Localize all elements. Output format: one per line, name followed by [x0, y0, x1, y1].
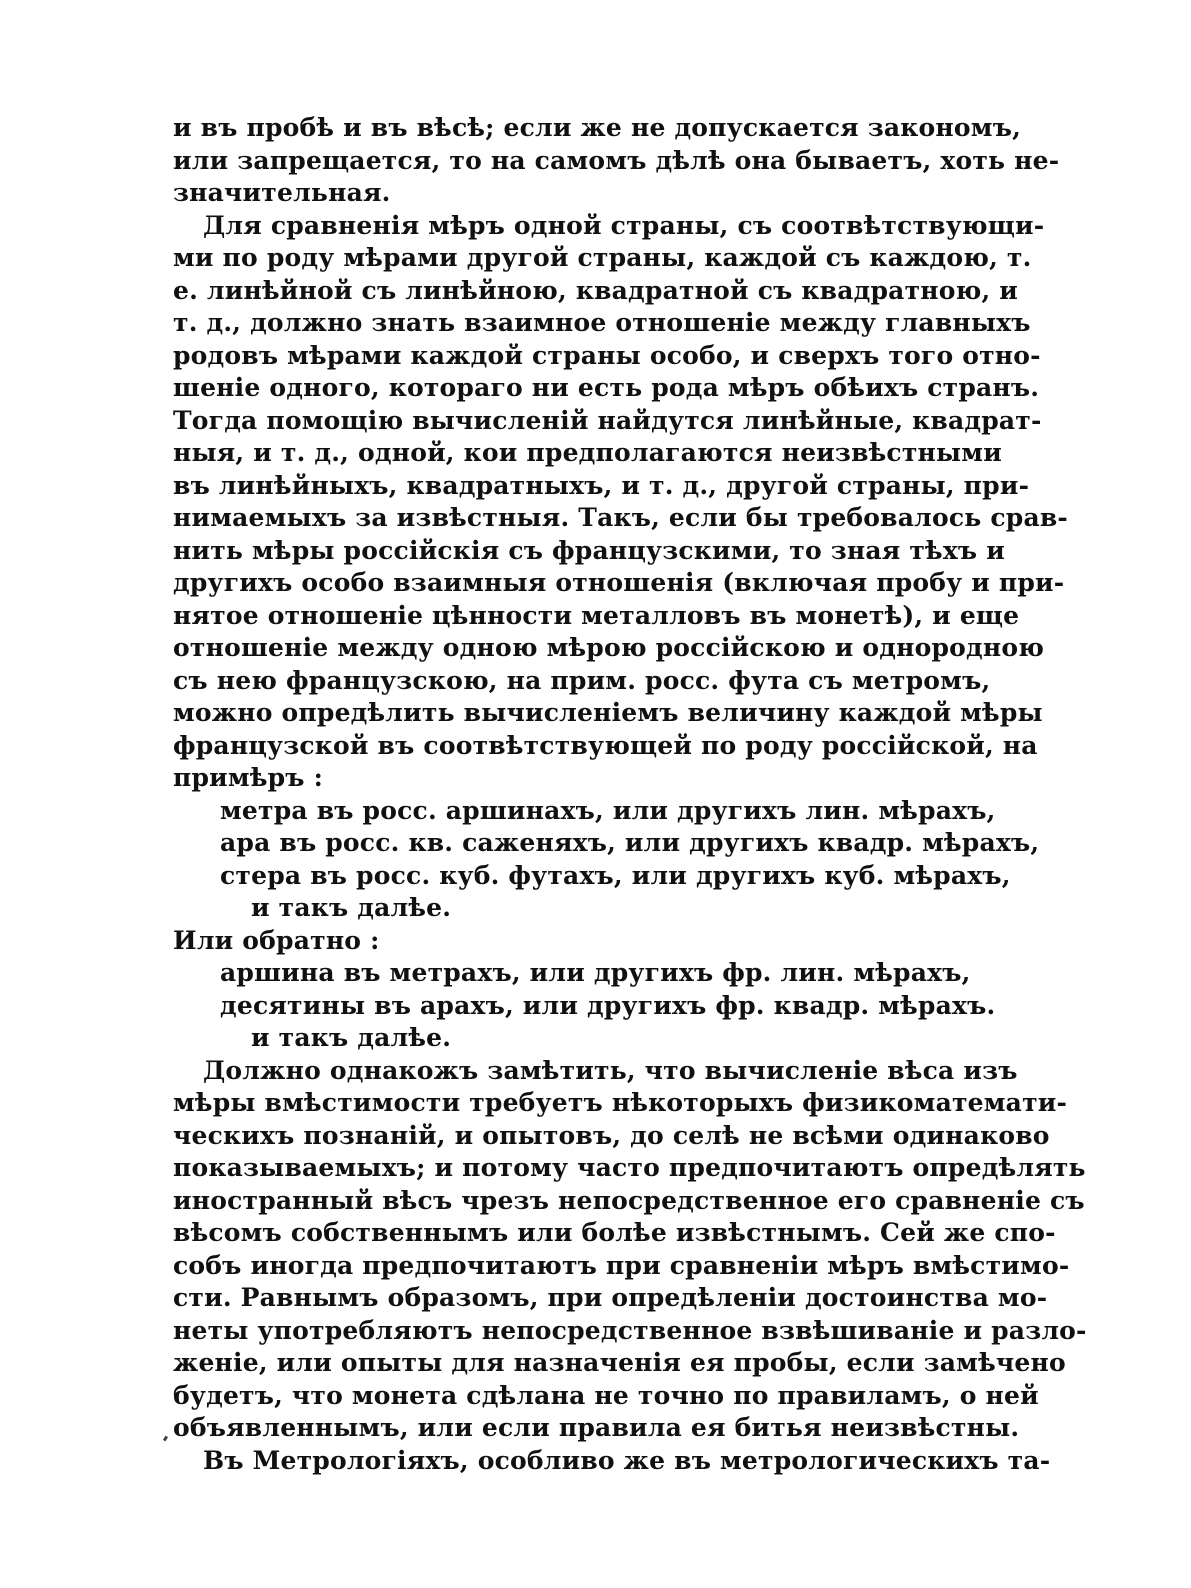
text-line: иностранный вѣсъ чрезъ непосредственное его сравненіе съ: [173, 1185, 1085, 1215]
text-line: т. д., должно знать взаимное отношеніе между главныхъ: [173, 308, 1031, 337]
text-line: родовъ мѣрами каждой страны особо, и сверхъ того отно-: [173, 340, 1041, 370]
list-line: и такъ далѣе.: [251, 893, 452, 922]
text-line: нимаемыхъ за извѣстныя. Такъ, если бы требовалось срав-: [173, 503, 1068, 532]
list-line: аршина въ метрахъ, или другихъ фр. лин. мѣрахъ,: [220, 958, 971, 987]
text-line: можно опредѣлить вычисленіемъ величину каждой мѣры: [173, 698, 1043, 727]
text-line: е. линѣйной съ линѣйною, квадратной съ квадратною, и: [173, 275, 1019, 305]
text-line: въ линѣйныхъ, квадратныхъ, и т. д., другой страны, при-: [173, 470, 1030, 500]
text-line: объявленнымъ, или если правила ея битья неизвѣстны.: [173, 1413, 1020, 1442]
paragraph-start-line: Въ Метрологіяхъ, особливо же въ метрологическихъ та-: [203, 1445, 1051, 1475]
text-line: Или обратно :: [173, 925, 380, 955]
text-line: женіе, или опыты для назначенія ея пробы, если замѣчено: [173, 1348, 1066, 1377]
list-line: метра въ росс. аршинахъ, или другихъ лин. мѣрахъ,: [220, 795, 996, 825]
paragraph-start-line: Для сравненія мѣръ одной страны, съ соотвѣтствующи-: [203, 210, 1045, 240]
list-line: и такъ далѣе.: [251, 1023, 452, 1052]
text-line: мѣры вмѣстимости требуетъ нѣкоторыхъ физикоматемати-: [173, 1088, 1068, 1117]
text-line: ми по роду мѣрами другой страны, каждой съ каждою, т.: [173, 243, 1032, 272]
list-line: стера въ росс. куб. футахъ, или другихъ куб. мѣрахъ,: [220, 860, 1011, 890]
text-line: другихъ особо взаимныя отношенія (включая пробу и при-: [173, 568, 1065, 597]
list-line: десятины въ арахъ, или другихъ фр. квадр. мѣрахъ.: [220, 990, 996, 1020]
text-line: съ нею французскою, на прим. росс. фута съ метромъ,: [173, 665, 991, 695]
text-line: отношеніе между одною мѣрою россійскою и однородною: [173, 633, 1045, 662]
text-line: значительная.: [173, 178, 391, 207]
text-line: и въ пробѣ и въ вѣсѣ; если же не допускается закономъ,: [173, 113, 1022, 142]
text-line: нятое отношеніе цѣнности металловъ въ монетѣ), и еще: [173, 600, 1020, 630]
text-line: шеніе одного, котораго ни есть рода мѣръ обѣихъ странъ.: [173, 373, 1040, 402]
text-line: ческихъ познаній, и опытовъ, до селѣ не всѣми одинаково: [173, 1120, 1050, 1150]
text-line: будетъ, что монета сдѣлана не точно по правиламъ, о ней: [173, 1380, 1039, 1410]
text-line: сти. Равнымъ образомъ, при опредѣленіи достоинства мо-: [173, 1283, 1048, 1312]
text-line: французской въ соотвѣтствующей по роду россійской, на: [173, 730, 1038, 760]
list-line: ара въ росс. кв. саженяхъ, или другихъ квадр. мѣрахъ,: [220, 828, 1040, 857]
text-line: собъ иногда предпочитаютъ при сравненіи мѣръ вмѣстимо-: [173, 1250, 1070, 1280]
scan-speck: [163, 1436, 168, 1442]
text-line: ныя, и т. д., одной, кои предполагаются неизвѣстными: [173, 438, 1002, 467]
text-line: показываемыхъ; и потому часто предпочитаютъ опредѣлять: [173, 1153, 1086, 1182]
paragraph-start-line: Должно однакожъ замѣтить, что вычисленіе вѣса изъ: [203, 1055, 1018, 1085]
text-line: вѣсомъ собственнымъ или болѣе извѣстнымъ. Сей же спо-: [173, 1218, 1056, 1247]
text-line: неты употребляютъ непосредственное взвѣшиваніе и разло-: [173, 1315, 1087, 1345]
text-line: Тогда помощію вычисленій найдутся линѣйные, квадрат-: [173, 405, 1042, 435]
text-line: или запрещается, то на самомъ дѣлѣ она бываетъ, хоть не-: [173, 145, 1060, 175]
text-line: нить мѣры россійскія съ французскими, то зная тѣхъ и: [173, 535, 1005, 565]
body-text: [173, 112, 1087, 1477]
text-line: примѣръ :: [173, 763, 324, 792]
